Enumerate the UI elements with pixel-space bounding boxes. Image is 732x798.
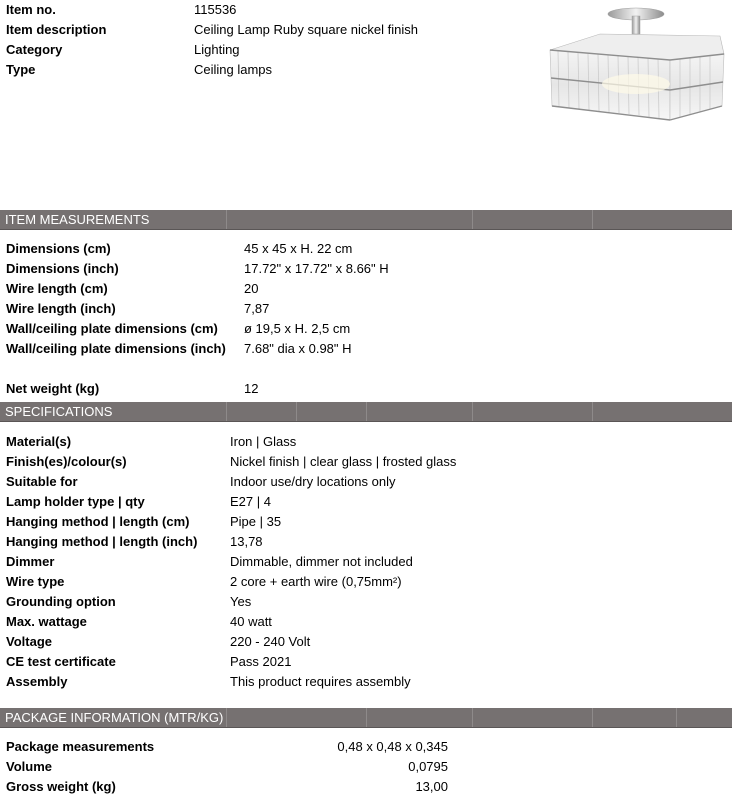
label: Max. wattage — [6, 614, 87, 629]
value: 17.72" x 17.72" x 8.66" H — [244, 261, 389, 276]
label: Volume — [6, 759, 52, 774]
value: E27 | 4 — [230, 494, 271, 509]
value: 220 - 240 Volt — [230, 634, 311, 649]
value: 20 — [244, 281, 259, 296]
label: Dimensions (inch) — [6, 261, 119, 276]
value: 45 x 45 x H. 22 cm — [244, 241, 353, 256]
section-header-measurements — [0, 210, 732, 229]
value: 0,0795 — [408, 759, 448, 774]
label: Gross weight (kg) — [6, 779, 116, 794]
label: Net weight (kg) — [6, 381, 100, 396]
value: 13,78 — [230, 534, 263, 549]
value: 0,48 x 0,48 x 0,345 — [337, 739, 448, 754]
label: CE test certificate — [6, 654, 116, 669]
value: Pass 2021 — [230, 654, 292, 669]
label: Assembly — [6, 674, 68, 689]
value: ø 19,5 x H. 2,5 cm — [244, 321, 351, 336]
label: Material(s) — [6, 434, 72, 449]
label: Voltage — [6, 634, 52, 649]
value: This product requires assembly — [230, 674, 411, 689]
package-row — [6, 777, 448, 797]
product-image — [540, 2, 730, 130]
value: 40 watt — [230, 614, 272, 629]
section-header-specifications — [0, 402, 732, 421]
section-title: ITEM MEASUREMENTS — [5, 212, 150, 227]
label: Wire type — [6, 574, 65, 589]
label: Grounding option — [6, 594, 116, 609]
value: Nickel finish | clear glass | frosted glass — [230, 454, 457, 469]
value: 13,00 — [415, 779, 448, 794]
label: Item no. — [6, 2, 56, 17]
label: Hanging method | length (inch) — [6, 534, 198, 549]
label: Dimensions (cm) — [6, 241, 111, 256]
value: Pipe | 35 — [230, 514, 282, 529]
value: 7.68" dia x 0.98" H — [244, 341, 352, 356]
label: Wall/ceiling plate dimensions (inch) — [6, 341, 226, 356]
label: Finish(es)/colour(s) — [6, 454, 127, 469]
value: 12 — [244, 381, 259, 396]
label: Hanging method | length (cm) — [6, 514, 190, 529]
value: 7,87 — [244, 301, 270, 316]
value: Indoor use/dry locations only — [230, 474, 396, 489]
value: Ceiling Lamp Ruby square nickel finish — [194, 22, 419, 37]
value: Ceiling lamps — [194, 62, 273, 77]
label: Dimmer — [6, 554, 55, 569]
value: 115536 — [194, 2, 237, 17]
value: Lighting — [194, 42, 240, 57]
package-row — [6, 737, 448, 757]
section-title: SPECIFICATIONS — [5, 404, 113, 419]
value: Yes — [230, 594, 252, 609]
label: Category — [6, 42, 63, 57]
section-header-package — [0, 708, 732, 727]
label: Wall/ceiling plate dimensions (cm) — [6, 321, 218, 336]
label: Suitable for — [6, 474, 78, 489]
label: Wire length (cm) — [6, 281, 108, 296]
value: Iron | Glass — [230, 434, 297, 449]
label: Package measurements — [6, 739, 155, 754]
value: 2 core + earth wire (0,75mm²) — [230, 574, 402, 589]
label: Item description — [6, 22, 107, 37]
label: Wire length (inch) — [6, 301, 116, 316]
package-row — [6, 757, 448, 777]
label: Type — [6, 62, 36, 77]
value: Dimmable, dimmer not included — [230, 554, 413, 569]
section-title: PACKAGE INFORMATION (MTR/KG) — [5, 710, 224, 725]
label: Lamp holder type | qty — [6, 494, 145, 509]
